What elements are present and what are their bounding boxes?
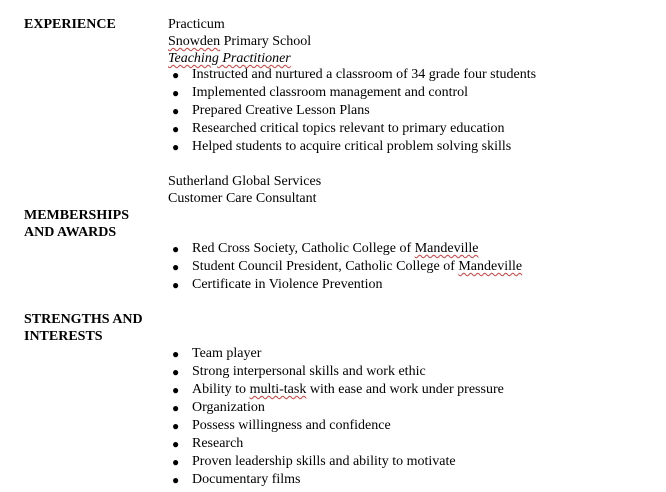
list-item-text: Strong interpersonal skills and work ethic — [192, 364, 426, 379]
bullet-icon: ● — [172, 383, 180, 397]
experience-heading: EXPERIENCE — [24, 17, 116, 32]
experience-bullet-list — [168, 66, 536, 156]
org-text-post: Primary School — [220, 34, 312, 49]
list-item-text-post: with ease and work under pressure — [306, 382, 504, 397]
list-item-text: Instructed and nurtured a classroom of 34 grade four students — [192, 67, 537, 82]
job-title: Practicum — [168, 17, 225, 32]
bullet-icon: ● — [172, 401, 180, 415]
strengths-heading-line1: STRENGTHS AND — [24, 312, 143, 327]
bullet-icon: ● — [172, 122, 180, 136]
bullet-icon: ● — [172, 104, 180, 118]
list-item — [168, 363, 504, 381]
list-item — [168, 240, 522, 258]
list-item-text: Student Council President, Catholic College of — [192, 259, 459, 274]
strengths-heading-line2: INTERESTS — [24, 329, 103, 344]
list-item — [168, 138, 536, 156]
list-item — [168, 120, 536, 138]
strengths-bullet-list — [168, 345, 504, 489]
org-text-flagged: Snowden — [168, 34, 221, 49]
list-item-text: Helped students to acquire critical problem solving skills — [192, 139, 512, 154]
list-item-text-flagged: Mandeville — [414, 241, 479, 256]
bullet-icon: ● — [172, 68, 180, 82]
list-item-text: Research — [192, 436, 244, 451]
list-item — [168, 276, 522, 294]
list-item-text: Ability to — [192, 382, 250, 397]
list-item-text-flagged: Mandeville — [458, 259, 523, 274]
list-item — [168, 453, 504, 471]
bullet-icon: ● — [172, 437, 180, 451]
list-item-text: Prepared Creative Lesson Plans — [192, 103, 370, 118]
list-item — [168, 84, 536, 102]
bullet-icon: ● — [172, 140, 180, 154]
memberships-heading-line1: MEMBERSHIPS — [24, 208, 130, 223]
list-item — [168, 345, 504, 363]
list-item-text: Red Cross Society, Catholic College of — [192, 241, 415, 256]
bullet-icon: ● — [172, 419, 180, 433]
job2-organization: Sutherland Global Services — [168, 174, 322, 189]
list-item — [168, 399, 504, 417]
list-item-text: Possess willingness and confidence — [192, 418, 391, 433]
bullet-icon: ● — [172, 347, 180, 361]
bullet-icon: ● — [172, 473, 180, 487]
bullet-icon: ● — [172, 455, 180, 469]
list-item — [168, 435, 504, 453]
bullet-icon: ● — [172, 242, 180, 256]
list-item — [168, 381, 504, 399]
list-item-text-flagged: multi-task — [249, 382, 307, 397]
memberships-heading-line2: AND AWARDS — [24, 225, 117, 240]
list-item-text: Researched critical topics relevant to primary education — [192, 121, 505, 136]
list-item — [168, 102, 536, 120]
memberships-bullet-list — [168, 240, 522, 294]
list-item-text: Team player — [192, 346, 262, 361]
bullet-icon: ● — [172, 365, 180, 379]
job-organization — [168, 33, 311, 50]
list-item-text: Certificate in Violence Prevention — [192, 277, 383, 292]
bullet-icon: ● — [172, 260, 180, 274]
job-role-text: Teaching Practitioner — [168, 51, 291, 66]
list-item-text: Documentary films — [192, 472, 301, 487]
list-item-text: Implemented classroom management and control — [192, 85, 469, 100]
list-item — [168, 258, 522, 276]
list-item-text: Proven leadership skills and ability to motivate — [192, 454, 456, 469]
list-item-text: Organization — [192, 400, 265, 415]
job2-role: Customer Care Consultant — [168, 191, 317, 206]
list-item — [168, 471, 504, 489]
bullet-icon: ● — [172, 278, 180, 292]
list-item — [168, 66, 536, 84]
list-item — [168, 417, 504, 435]
job-role — [168, 50, 291, 67]
bullet-icon: ● — [172, 86, 180, 100]
